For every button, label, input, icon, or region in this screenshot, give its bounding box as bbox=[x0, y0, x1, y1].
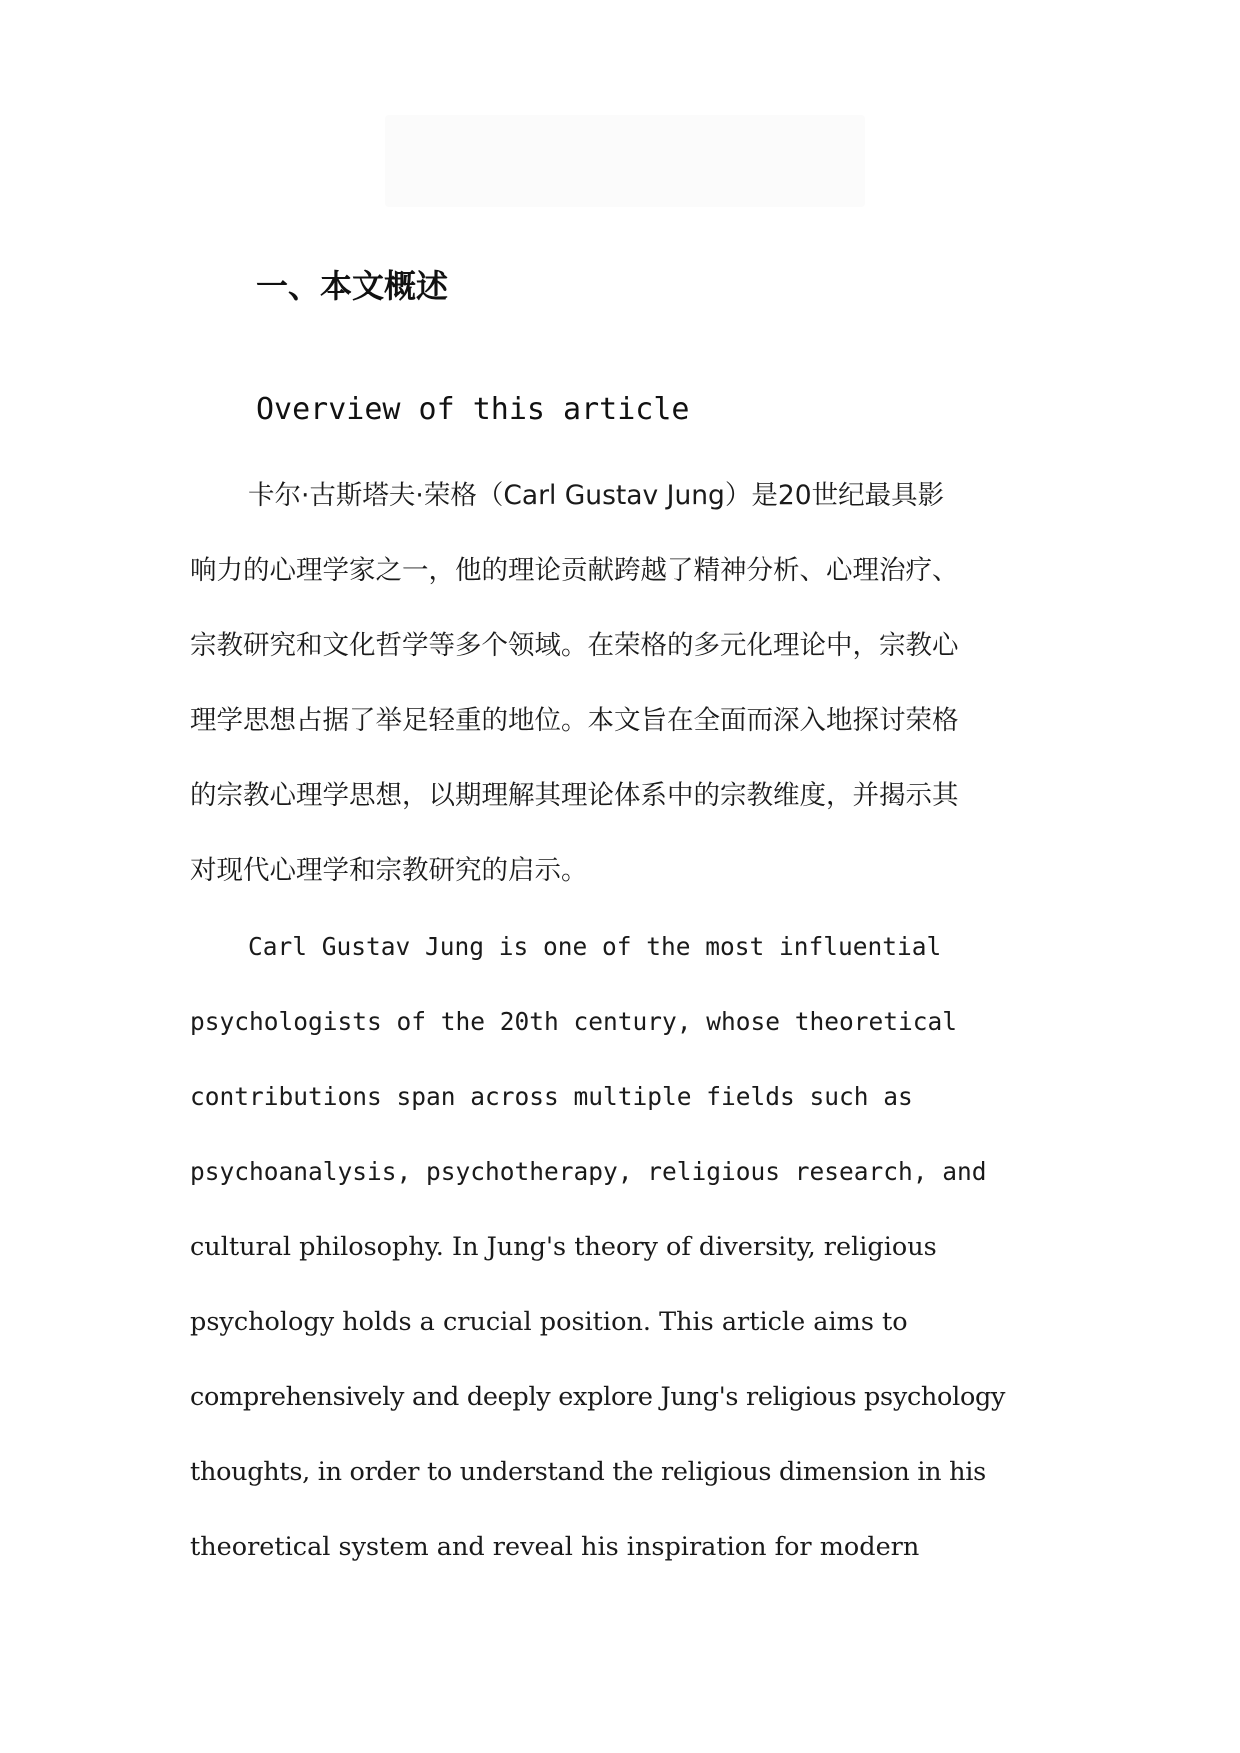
paragraph-en-line: thoughts, in order to understand the religious dimension in his bbox=[190, 1457, 986, 1487]
paragraph-en-line: theoretical system and reveal his inspiration for modern bbox=[190, 1532, 920, 1562]
paragraph-en-line: psychology holds a crucial position. This article aims to bbox=[190, 1307, 908, 1337]
paragraph-en-line: psychoanalysis, psychotherapy, religious research, and bbox=[190, 1157, 987, 1186]
paragraph-cn-line: 响力的心理学家之一，他的理论贡献跨越了精神分析、心理治疗、 bbox=[190, 555, 959, 586]
header-blank-area bbox=[385, 115, 865, 207]
paragraph-en-line: contributions span across multiple fields such as bbox=[190, 1082, 913, 1111]
paragraph-cn-line: 对现代心理学和宗教研究的启示。 bbox=[190, 855, 588, 886]
paragraph-en-line: cultural philosophy. In Jung's theory of diversity, religious bbox=[190, 1232, 937, 1262]
paragraph-en-line: Carl Gustav Jung is one of the most influential bbox=[248, 932, 942, 961]
section-heading-chinese: 一、本文概述 bbox=[256, 267, 449, 305]
paragraph-cn-line: 宗教研究和文化哲学等多个领域。在荣格的多元化理论中，宗教心 bbox=[190, 630, 959, 661]
paragraph-en-line: comprehensively and deeply explore Jung's religious psychology bbox=[190, 1382, 1006, 1412]
paragraph-cn-line: 理学思想占据了举足轻重的地位。本文旨在全面而深入地探讨荣格 bbox=[190, 705, 959, 736]
paragraph-cn-line: 的宗教心理学思想，以期理解其理论体系中的宗教维度，并揭示其 bbox=[190, 780, 959, 811]
paragraph-en-line: psychologists of the 20th century, whose theoretical bbox=[190, 1007, 958, 1036]
paragraph-cn-line: 卡尔·古斯塔夫·荣格（Carl Gustav Jung）是20世纪最具影 bbox=[248, 480, 945, 511]
section-heading-english: Overview of this article bbox=[256, 392, 690, 427]
